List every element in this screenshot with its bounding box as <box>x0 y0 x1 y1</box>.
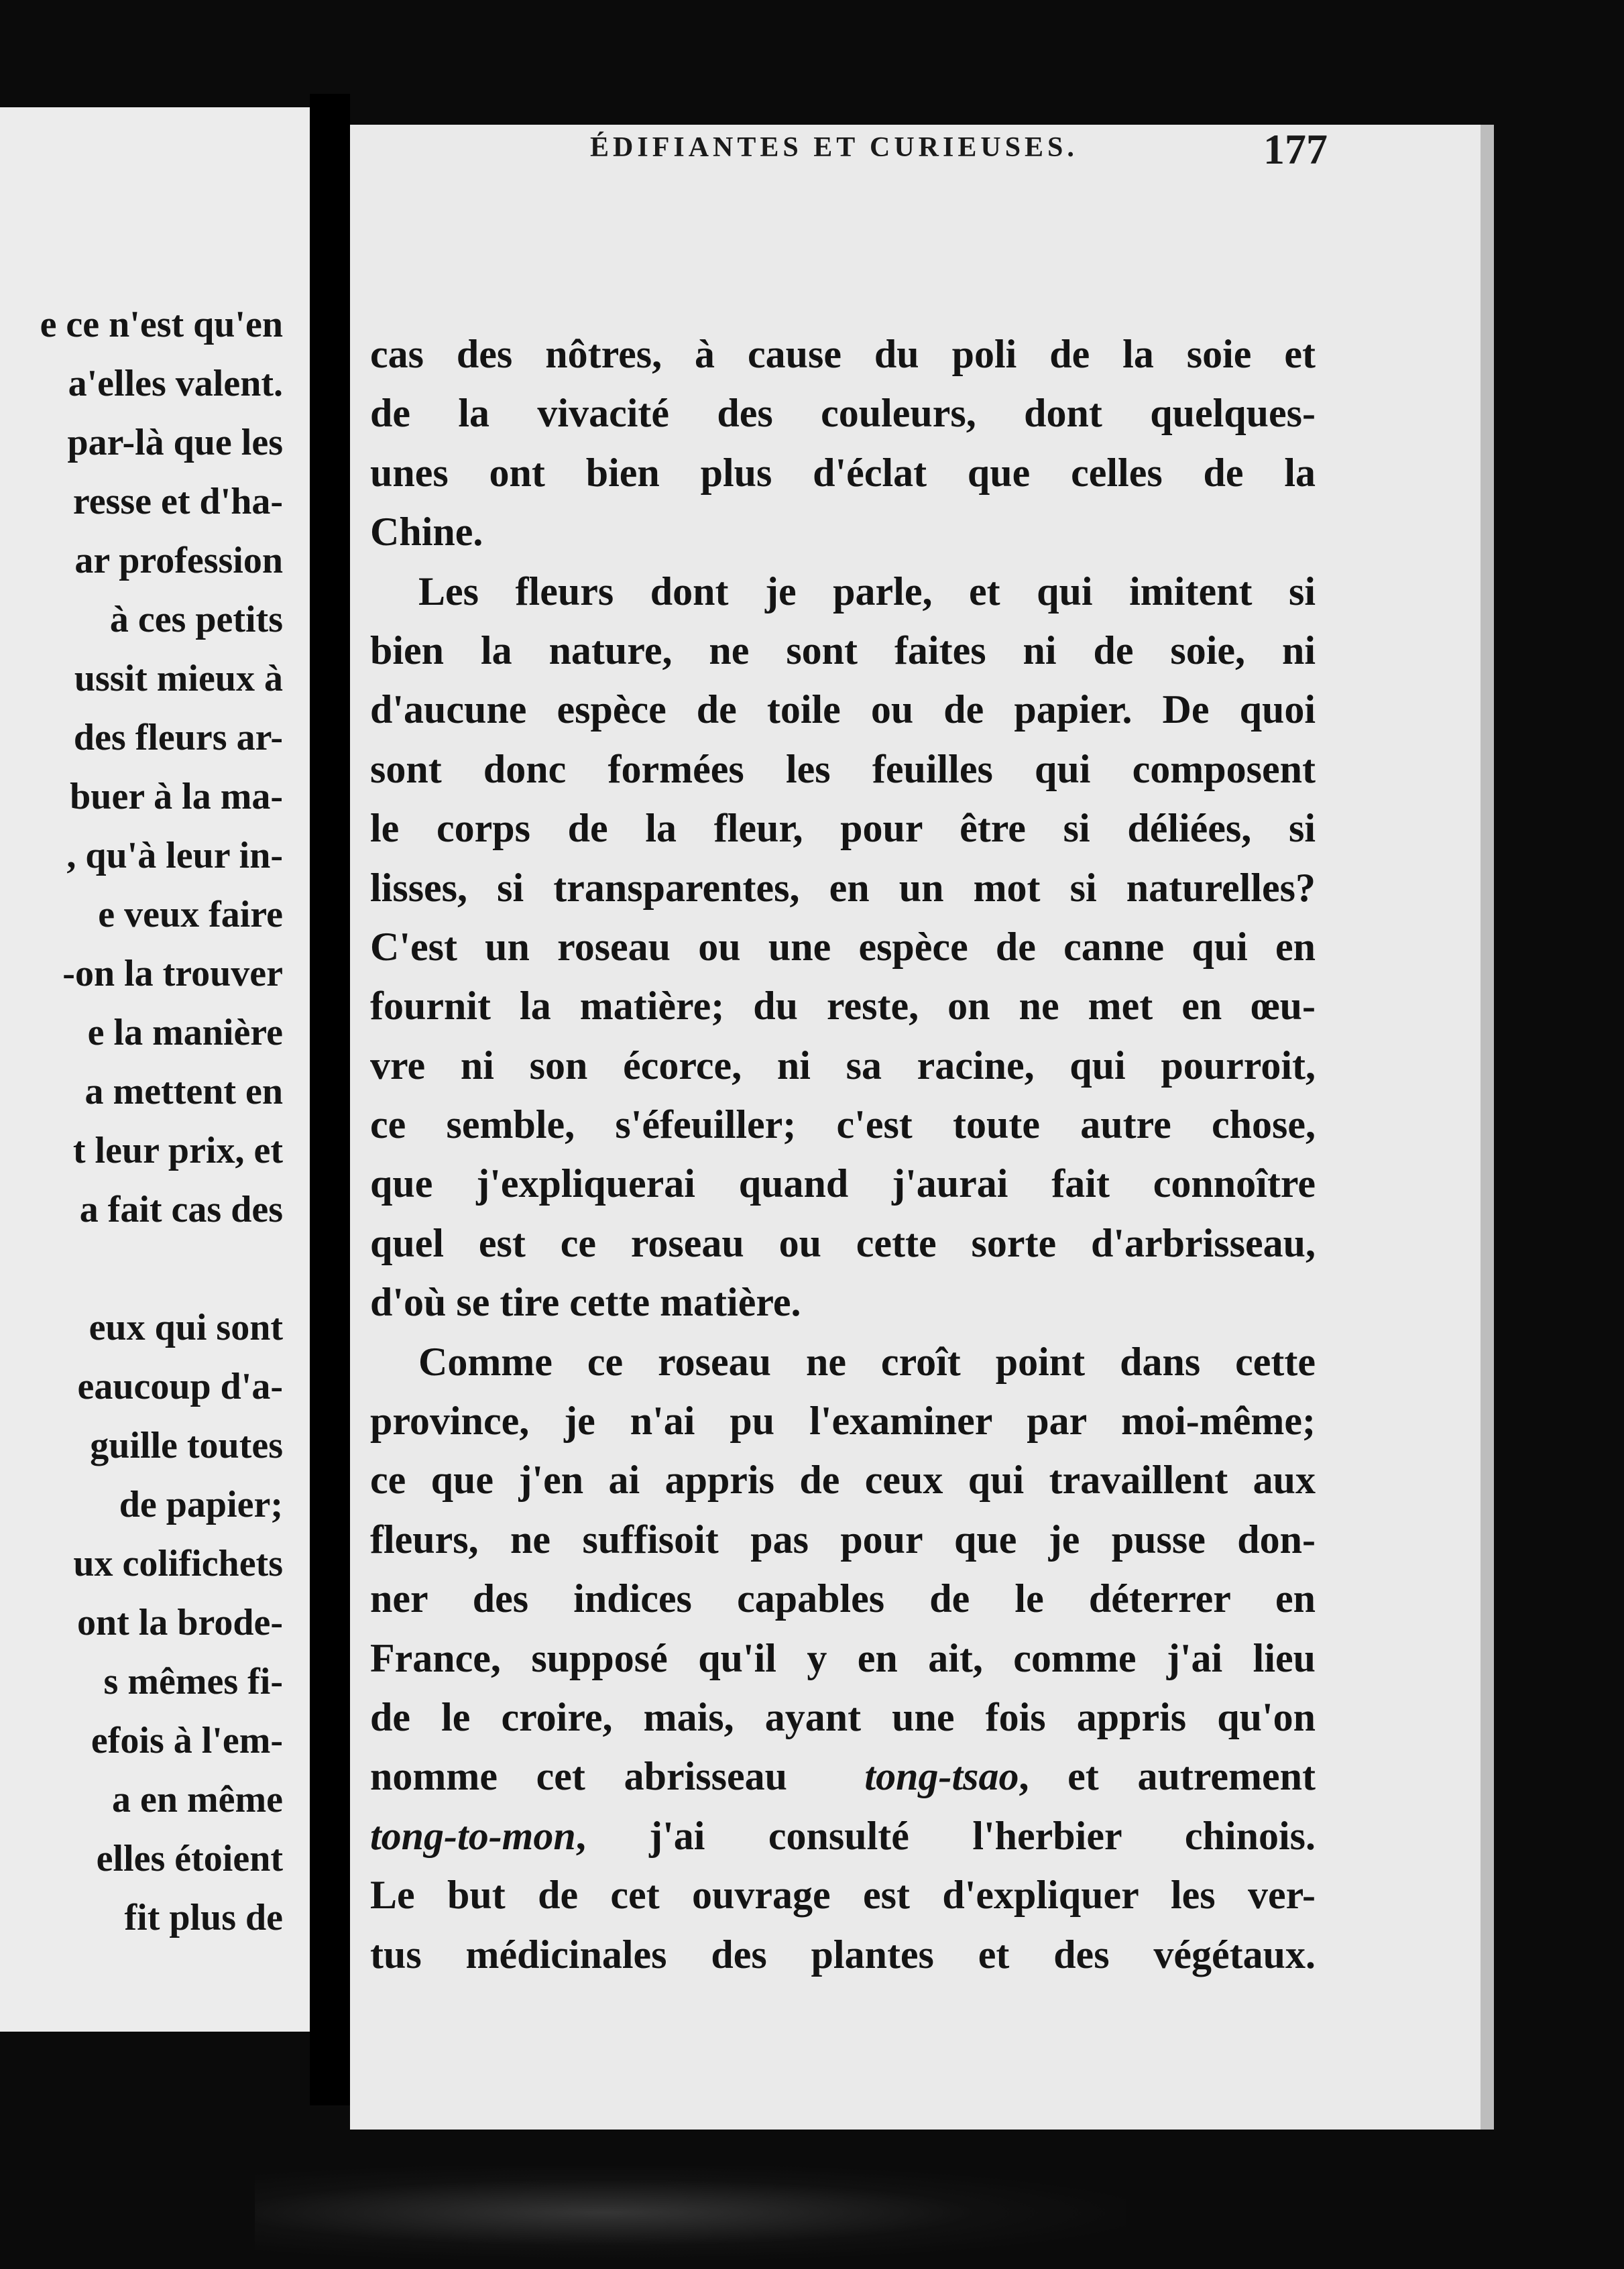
text-line: Chine. <box>370 510 483 555</box>
running-title: ÉDIFIANTES ET CURIEUSES. <box>590 132 1078 163</box>
left-text-line: a mettent en <box>84 1071 283 1112</box>
text-line: sont donc formées les feuilles qui composent <box>370 746 1316 791</box>
book-gutter <box>310 94 350 2105</box>
term-tong-to-mon: tong-to-mon <box>370 1813 576 1858</box>
text-line: bien la nature, ne sont faites ni de soie, ni <box>370 628 1316 673</box>
left-text-line: efois à l'em- <box>91 1720 283 1761</box>
page-number: 177 <box>1263 125 1328 173</box>
left-text-line: ar profession <box>74 540 283 581</box>
text-line: ner des indices capables de le déterrer en <box>370 1576 1316 1621</box>
page-header <box>201 125 1328 185</box>
left-text-line: ux colifichets <box>73 1543 283 1584</box>
text-line: ce que j'en ai appris de ceux qui travaillent aux <box>370 1458 1316 1503</box>
left-text-line: , qu'à leur in- <box>66 835 283 876</box>
text-line: ce semble, s'éfeuiller; c'est toute autre chose, <box>370 1102 1316 1147</box>
text-line: Comme ce roseau ne croît point dans cette <box>418 1339 1316 1384</box>
text-line: C'est un roseau ou une espèce de canne qui en <box>370 924 1316 969</box>
left-text-line: e ce n'est qu'en <box>40 304 283 345</box>
page-edge <box>1481 125 1494 2130</box>
text-run: , j'ai consulté l'herbier chinois. <box>575 1813 1316 1858</box>
left-text-line: e la manière <box>87 1012 283 1053</box>
text-line: de le croire, mais, ayant une fois appris qu'on <box>370 1694 1316 1739</box>
left-text-line: guille toutes <box>90 1425 283 1466</box>
text-line: cas des nôtres, à cause du poli de la soie et <box>370 332 1316 376</box>
text-line: France, supposé qu'il y en ait, comme j'ai lieu <box>370 1635 1316 1680</box>
body-text <box>370 325 1316 1984</box>
left-text-line: eux qui sont <box>89 1307 283 1348</box>
text-line <box>370 1747 1316 1806</box>
left-text-line: a en même <box>111 1779 283 1820</box>
text-line: unes ont bien plus d'éclat que celles de la <box>370 450 1316 495</box>
text-line: fournit la matière; du reste, on ne met en œu- <box>370 984 1316 1029</box>
left-text-line: eaucoup d'a- <box>77 1366 283 1407</box>
text-line: fleurs, ne suffisoit pas pour que je pusse don- <box>370 1517 1316 1562</box>
left-text-line: fit plus de <box>124 1897 283 1938</box>
left-text-line: s mêmes fi- <box>103 1661 283 1702</box>
left-text-line: par-là que les <box>67 422 283 463</box>
left-text-line: resse et d'ha- <box>72 481 283 522</box>
blank-line <box>0 1239 283 1298</box>
scan-margin-stain <box>255 2166 1126 2260</box>
text-line: vre ni son écorce, ni sa racine, qui pourroit, <box>370 1043 1316 1088</box>
text-line: d'aucune espèce de toile ou de papier. De quoi <box>370 687 1316 732</box>
left-page-text <box>0 295 283 1947</box>
text-line: Les fleurs dont je parle, et qui imitent si <box>418 569 1316 614</box>
text-line: que j'expliquerai quand j'aurai fait connoître <box>370 1161 1316 1206</box>
left-text-line: elles étoient <box>96 1838 283 1879</box>
left-text-line: a'elles valent. <box>68 363 283 404</box>
left-text-line: -on la trouver <box>62 953 283 994</box>
left-text-line: e veux faire <box>98 894 283 935</box>
left-text-line: à ces petits <box>109 599 283 640</box>
left-text-line: a fait cas des <box>79 1189 283 1230</box>
left-text-line: ussit mieux à <box>74 658 283 699</box>
text-line: tus médicinales des plantes et des végétaux. <box>370 1932 1316 1977</box>
text-line: le corps de la fleur, pour être si déliées, si <box>370 806 1316 851</box>
text-line <box>370 1806 1316 1865</box>
text-line: d'où se tire cette matière. <box>370 1280 801 1325</box>
left-text-line: t leur prix, et <box>72 1130 283 1171</box>
text-run: nomme cet abrisseau <box>370 1754 787 1799</box>
left-text-line: ont la brode- <box>77 1602 283 1643</box>
left-text-line: des fleurs ar- <box>73 717 283 758</box>
left-page <box>0 107 310 2032</box>
term-tong-tsao: tong-tsao <box>864 1754 1019 1799</box>
text-line: Le but de cet ouvrage est d'expliquer les ver- <box>370 1873 1316 1918</box>
text-run: , et autrement <box>1019 1754 1316 1799</box>
text-line: province, je n'ai pu l'examiner par moi-même; <box>370 1399 1316 1444</box>
text-line: de la vivacité des couleurs, dont quelques- <box>370 391 1316 436</box>
text-line: quel est ce roseau ou cette sorte d'arbrisseau, <box>370 1220 1316 1265</box>
text-line: lisses, si transparentes, en un mot si naturelles? <box>370 865 1316 910</box>
left-text-line: buer à la ma- <box>70 776 283 817</box>
left-text-line: de papier; <box>119 1484 283 1525</box>
